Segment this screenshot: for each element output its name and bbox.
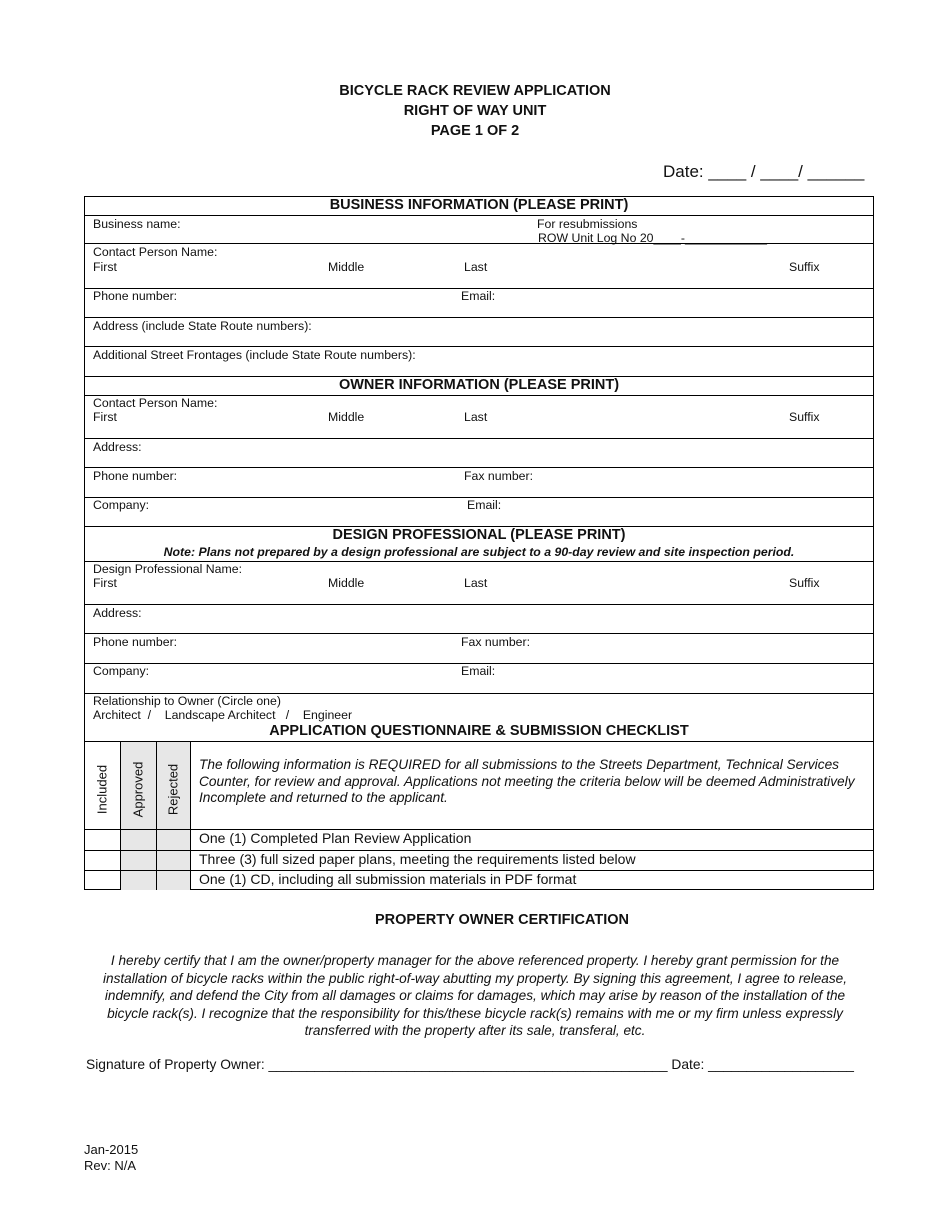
business-first-name-field[interactable]: First <box>93 260 117 274</box>
owner-address-field[interactable]: Address: <box>93 440 142 454</box>
signature-line[interactable]: Signature of Property Owner: ____________________________________________________ Date: ___________________ <box>86 1057 854 1072</box>
business-contact-label: Contact Person Name: <box>93 245 218 259</box>
designer-company-field[interactable]: Company: <box>93 664 150 678</box>
business-name-field[interactable]: Business name: <box>93 217 181 231</box>
designer-address-field[interactable]: Address: <box>93 606 142 620</box>
designer-first-name-field[interactable]: First <box>93 576 117 590</box>
designer-email-field[interactable]: Email: <box>461 664 496 678</box>
owner-phone-field[interactable]: Phone number: <box>93 469 178 483</box>
resubmission-label: For resubmissions <box>537 217 638 231</box>
business-suffix-field[interactable]: Suffix <box>789 260 820 274</box>
page-indicator: PAGE 1 OF 2 <box>430 123 520 139</box>
street-frontages-field[interactable]: Additional Street Frontages (include State Route numbers): <box>93 348 416 362</box>
business-address-field[interactable]: Address (include State Route numbers): <box>93 319 312 333</box>
owner-contact-label: Contact Person Name: <box>93 396 218 410</box>
owner-suffix-field[interactable]: Suffix <box>789 410 820 424</box>
owner-section-title: OWNER INFORMATION (PLEASE PRINT) <box>338 377 620 393</box>
business-section-title: BUSINESS INFORMATION (PLEASE PRINT) <box>329 197 629 213</box>
form-title: BICYCLE RACK REVIEW APPLICATION <box>339 83 611 99</box>
relationship-options[interactable]: Architect / Landscape Architect / Engineer <box>93 708 353 722</box>
checklist-intro: The following information is REQUIRED for all submissions to the Streets Department, Technical Services Counter, for review and approval. Applications not meeting the criteria below will be deemed Administratively Incomplete and returned to the applicant. <box>199 757 855 805</box>
row-log-number-field[interactable]: ROW Unit Log No 20____-____________ <box>538 231 768 245</box>
owner-email-field[interactable]: Email: <box>467 498 502 512</box>
rejected-column-header: Rejected <box>165 763 181 816</box>
owner-last-name-field[interactable]: Last <box>464 410 488 424</box>
designer-fax-field[interactable]: Fax number: <box>461 635 531 649</box>
designer-name-label: Design Professional Name: <box>93 562 242 576</box>
footer-revision: Rev: N/A <box>84 1158 137 1173</box>
certification-title: PROPERTY OWNER CERTIFICATION <box>374 912 630 928</box>
designer-last-name-field[interactable]: Last <box>464 576 488 590</box>
designer-suffix-field[interactable]: Suffix <box>789 576 820 590</box>
business-last-name-field[interactable]: Last <box>464 260 488 274</box>
business-middle-name-field[interactable]: Middle <box>328 260 365 274</box>
designer-middle-name-field[interactable]: Middle <box>328 576 365 590</box>
checklist-item: Three (3) full sized paper plans, meeting the requirements listed below <box>199 851 636 867</box>
designer-phone-field[interactable]: Phone number: <box>93 635 178 649</box>
checklist-item: One (1) Completed Plan Review Application <box>199 830 472 846</box>
checklist-section-title: APPLICATION QUESTIONNAIRE & SUBMISSION CHECKLIST <box>269 723 689 739</box>
application-form <box>84 196 874 890</box>
approved-column-header: Approved <box>130 761 146 818</box>
certification-body: I hereby certify that I am the owner/property manager for the above referenced property. I hereby grant permission for the installation of bicycle racks within the public right-of-way abutting my property. By signing this agreement, I agree to release, indemnify, and defend the City from all damages or claims for damages, which may arise by reason of the installation of the bicycle rack(s). I recognize that the responsibility for this/these bicycle rack(s) remains with me or my firm unless expressly transferred with the property after its sale, transferal, etc. <box>103 953 847 1038</box>
business-phone-field[interactable]: Phone number: <box>93 289 178 303</box>
date-field[interactable]: Date: ____ / ____/ ______ <box>663 162 865 181</box>
owner-first-name-field[interactable]: First <box>93 410 117 424</box>
owner-fax-field[interactable]: Fax number: <box>464 469 534 483</box>
designer-note: Note: Plans not prepared by a design professional are subject to a 90-day review and site inspection period. <box>163 545 795 559</box>
designer-section-title: DESIGN PROFESSIONAL (PLEASE PRINT) <box>332 527 626 543</box>
included-column-header: Included <box>94 764 110 815</box>
relationship-label: Relationship to Owner (Circle one) <box>93 694 281 708</box>
owner-middle-name-field[interactable]: Middle <box>328 410 365 424</box>
footer-date: Jan-2015 <box>84 1142 139 1157</box>
owner-company-field[interactable]: Company: <box>93 498 150 512</box>
business-email-field[interactable]: Email: <box>461 289 496 303</box>
form-subtitle: RIGHT OF WAY UNIT <box>403 103 547 119</box>
checklist-item: One (1) CD, including all submission materials in PDF format <box>199 871 577 887</box>
